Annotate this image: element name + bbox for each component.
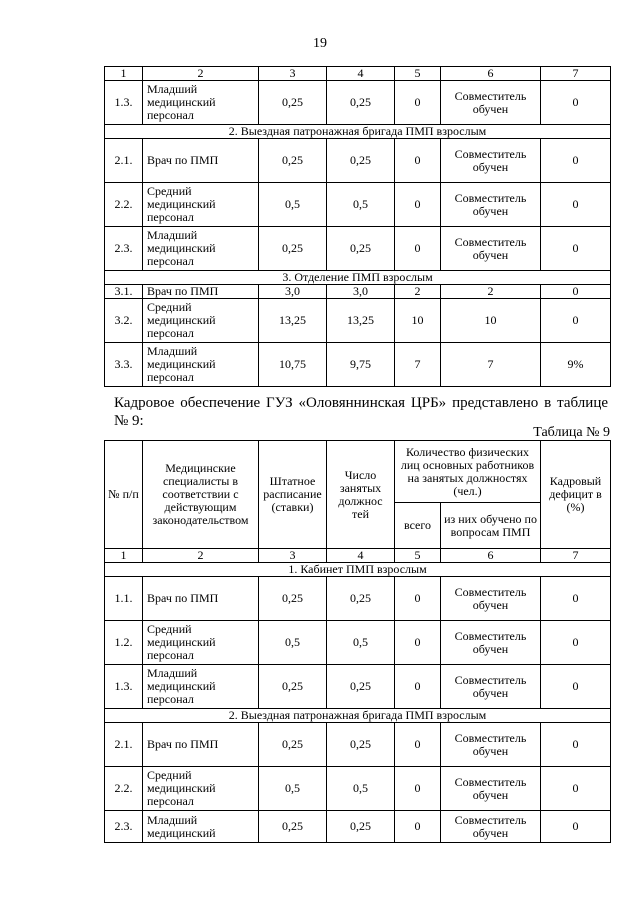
column-number: 7	[541, 67, 611, 81]
staff-positions: 0,5	[259, 767, 327, 811]
employees-total: 0	[395, 723, 441, 767]
occupied-positions: 0,25	[327, 81, 395, 125]
specialist-name: Врач по ПМП	[143, 285, 259, 299]
staff-positions: 0,25	[259, 811, 327, 843]
col-header-deficit: Кадровый дефицит в (%)	[541, 441, 611, 549]
table-row	[105, 577, 611, 621]
employees-trained: Совместитель обучен	[441, 81, 541, 125]
column-number: 5	[395, 67, 441, 81]
row-number: 1.1.	[105, 577, 143, 621]
staff-deficit: 0	[541, 811, 611, 843]
specialist-name: Средний медицинский персонал	[143, 767, 259, 811]
column-number: 3	[259, 67, 327, 81]
staff-positions: 3,0	[259, 285, 327, 299]
employees-total: 7	[395, 343, 441, 387]
employees-total: 0	[395, 139, 441, 183]
staff-positions: 0,25	[259, 665, 327, 709]
occupied-positions: 3,0	[327, 285, 395, 299]
col-header-occupied: Число занятых должнос тей	[327, 441, 395, 549]
column-number: 6	[441, 549, 541, 563]
staff-positions: 0,25	[259, 81, 327, 125]
section-title: 2. Выездная патронажная бригада ПМП взрослым	[105, 125, 611, 139]
column-number: 3	[259, 549, 327, 563]
occupied-positions: 0,5	[327, 183, 395, 227]
specialist-name: Средний медицинский персонал	[143, 299, 259, 343]
row-number: 3.3.	[105, 343, 143, 387]
specialist-name: Врач по ПМП	[143, 723, 259, 767]
staff-deficit: 0	[541, 81, 611, 125]
column-number: 2	[143, 549, 259, 563]
employees-trained: Совместитель обучен	[441, 723, 541, 767]
row-number: 1.2.	[105, 621, 143, 665]
column-number: 4	[327, 549, 395, 563]
staff-deficit: 0	[541, 139, 611, 183]
employees-total: 0	[395, 767, 441, 811]
occupied-positions: 0,25	[327, 139, 395, 183]
row-number: 2.3.	[105, 811, 143, 843]
staff-deficit: 0	[541, 665, 611, 709]
row-number: 2.1.	[105, 723, 143, 767]
column-number: 1	[105, 549, 143, 563]
occupied-positions: 0,5	[327, 621, 395, 665]
employees-trained: Совместитель обучен	[441, 665, 541, 709]
column-number: 6	[441, 67, 541, 81]
specialist-name: Младший медицинский персонал	[143, 343, 259, 387]
col-header-specialists: Медицинские специалисты в соответствии с действующим законодательством	[143, 441, 259, 549]
intro-paragraph: Кадровое обеспечение ГУЗ «Оловяннинская ЦРБ» представлено в таблице № 9:	[114, 395, 608, 429]
staff-deficit: 0	[541, 299, 611, 343]
employees-total: 0	[395, 577, 441, 621]
employees-total: 0	[395, 665, 441, 709]
table-row	[105, 81, 611, 125]
employees-total: 2	[395, 285, 441, 299]
row-number: 1.3.	[105, 665, 143, 709]
table-row	[105, 767, 611, 811]
row-number: 2.3.	[105, 227, 143, 271]
staff-positions: 0,25	[259, 139, 327, 183]
table-row	[105, 811, 611, 843]
column-number: 4	[327, 67, 395, 81]
table-row	[105, 227, 611, 271]
row-number: 3.2.	[105, 299, 143, 343]
column-number: 5	[395, 549, 441, 563]
specialist-name: Средний медицинский персонал	[143, 621, 259, 665]
occupied-positions: 0,25	[327, 227, 395, 271]
specialist-name: Младший медицинский персонал	[143, 227, 259, 271]
employees-total: 10	[395, 299, 441, 343]
col-header-num: № п/п	[105, 441, 143, 549]
staff-positions: 0,25	[259, 723, 327, 767]
row-number: 2.2.	[105, 183, 143, 227]
specialist-name: Младший медицинский	[143, 811, 259, 843]
row-number: 1.3.	[105, 81, 143, 125]
employees-trained: 2	[441, 285, 541, 299]
section-row	[105, 125, 611, 139]
column-number: 2	[143, 67, 259, 81]
staff-deficit: 0	[541, 723, 611, 767]
employees-trained: Совместитель обучен	[441, 811, 541, 843]
employees-total: 0	[395, 183, 441, 227]
staff-deficit: 0	[541, 767, 611, 811]
section-row	[105, 563, 611, 577]
employees-total: 0	[395, 81, 441, 125]
staff-deficit: 0	[541, 621, 611, 665]
row-number: 3.1.	[105, 285, 143, 299]
occupied-positions: 9,75	[327, 343, 395, 387]
occupied-positions: 13,25	[327, 299, 395, 343]
occupied-positions: 0,25	[327, 577, 395, 621]
col-header-count-group: Количество физических лиц основных работников на занятых должностях (чел.)	[395, 441, 541, 503]
table-row	[105, 285, 611, 299]
staff-deficit: 0	[541, 577, 611, 621]
table-row	[105, 183, 611, 227]
employees-trained: Совместитель обучен	[441, 227, 541, 271]
staffing-table-9	[104, 440, 611, 843]
table-row	[105, 299, 611, 343]
staff-deficit: 0	[541, 183, 611, 227]
table-row	[105, 621, 611, 665]
occupied-positions: 0,25	[327, 665, 395, 709]
staff-positions: 0,25	[259, 577, 327, 621]
table-row	[105, 139, 611, 183]
specialist-name: Врач по ПМП	[143, 577, 259, 621]
employees-trained: Совместитель обучен	[441, 139, 541, 183]
staff-deficit: 0	[541, 227, 611, 271]
employees-total: 0	[395, 811, 441, 843]
column-number: 7	[541, 549, 611, 563]
table-row	[105, 723, 611, 767]
section-row	[105, 271, 611, 285]
employees-trained: Совместитель обучен	[441, 767, 541, 811]
employees-total: 0	[395, 621, 441, 665]
section-title: 2. Выездная патронажная бригада ПМП взрослым	[105, 709, 611, 723]
specialist-name: Младший медицинский персонал	[143, 81, 259, 125]
table-caption: Таблица № 9	[533, 425, 610, 440]
col-header-trained: из них обучено по вопросам ПМП	[441, 503, 541, 549]
row-number: 2.2.	[105, 767, 143, 811]
section-row	[105, 709, 611, 723]
employees-trained: Совместитель обучен	[441, 577, 541, 621]
col-header-staff: Штатное расписание (ставки)	[259, 441, 327, 549]
employees-total: 0	[395, 227, 441, 271]
staff-positions: 13,25	[259, 299, 327, 343]
occupied-positions: 0,25	[327, 811, 395, 843]
specialist-name: Средний медицинский персонал	[143, 183, 259, 227]
table-row	[105, 343, 611, 387]
specialist-name: Младший медицинский персонал	[143, 665, 259, 709]
row-number: 2.1.	[105, 139, 143, 183]
staff-deficit: 0	[541, 285, 611, 299]
staffing-table-continued	[104, 66, 611, 387]
employees-trained: 7	[441, 343, 541, 387]
column-number: 1	[105, 67, 143, 81]
staff-positions: 0,25	[259, 227, 327, 271]
employees-trained: Совместитель обучен	[441, 183, 541, 227]
staff-positions: 0,5	[259, 621, 327, 665]
table-row	[105, 665, 611, 709]
specialist-name: Врач по ПМП	[143, 139, 259, 183]
staff-positions: 0,5	[259, 183, 327, 227]
staff-deficit: 9%	[541, 343, 611, 387]
staff-positions: 10,75	[259, 343, 327, 387]
column-number-row	[105, 549, 611, 563]
employees-trained: Совместитель обучен	[441, 621, 541, 665]
occupied-positions: 0,5	[327, 767, 395, 811]
occupied-positions: 0,25	[327, 723, 395, 767]
employees-trained: 10	[441, 299, 541, 343]
section-title: 1. Кабинет ПМП взрослым	[105, 563, 611, 577]
col-header-total: всего	[395, 503, 441, 549]
column-number-row	[105, 67, 611, 81]
page-number: 19	[313, 36, 327, 51]
section-title: 3. Отделение ПМП взрослым	[105, 271, 611, 285]
